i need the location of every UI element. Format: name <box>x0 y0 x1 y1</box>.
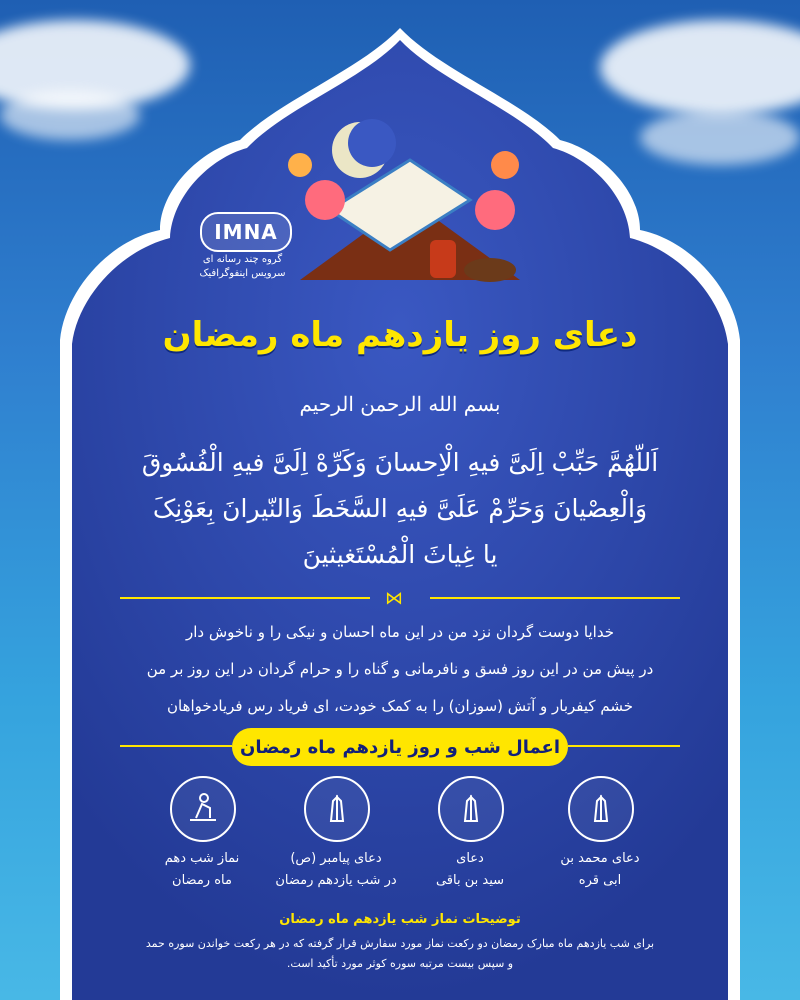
deed-label-1 <box>530 848 670 892</box>
deed-4-line-1: نماز شب دهم <box>164 851 240 866</box>
prayer-line-2: وَالْعِصْیانَ وَحَرِّمْ عَلَیَّ فیهِ السَّخَطَ وَالنّیرانَ بِعَوْنِکَ <box>152 494 648 523</box>
logo-tagline-1: گروه چند رسانه ای <box>202 254 283 265</box>
translation <box>120 614 680 725</box>
deed-3-line-1: دعای پیامبر (ص) <box>290 851 382 866</box>
deed-1-line-2: ابی قره <box>578 873 622 888</box>
praying-hands-icon <box>304 776 370 842</box>
deed-3-line-2: در شب یازدهم رمضان <box>275 873 397 888</box>
deed-4-line-2: ماه رمضان <box>172 873 232 888</box>
basmala: بسم الله الرحمن الرحیم <box>299 392 501 416</box>
translation-line-2: در پیش من در این روز فسق و نافرمانی و گناه را و حرام گردان در این روز بر من <box>146 660 654 678</box>
note-line-2: و سپس بیست مرتبه سوره کوثر مورد تأکید است. <box>286 957 514 970</box>
praying-hands-icon <box>438 776 504 842</box>
note-title: توضیحات نماز شب یازدهم ماه رمضان <box>279 912 521 927</box>
deed-2-line-1: دعای <box>456 851 484 866</box>
deed-label-2 <box>400 848 540 892</box>
page-title: دعای روز یازدهم ماه رمضان <box>162 315 638 355</box>
deed-2-line-2: سید بن باقی <box>435 873 505 888</box>
deed-1-line-1: دعای محمد بن <box>560 851 640 866</box>
person-praying-icon <box>170 776 236 842</box>
note-line-1: برای شب یازدهم ماه مبارک رمضان دو رکعت نماز مورد سفارش قرار گرفته که در هر رکعت خواندن سوره حمد <box>145 937 655 950</box>
deed-label-4 <box>132 848 272 892</box>
praying-hands-icon <box>568 776 634 842</box>
logo-tagline-2: سرویس اینفوگرافیک <box>199 268 286 279</box>
translation-line-1: خدایا دوست گردان نزد من در این ماه احسان و نیکی را و ناخوش دار <box>185 623 614 641</box>
translation-line-3: خشم کیفربار و آتش (سوزان) را به کمک خودت، ای فریاد رس فریادخواهان <box>167 697 633 715</box>
bow-ornament-icon: ⋈ <box>385 588 403 609</box>
prayer-line-3: یا غِیاثَ الْمُسْتَغیثینَ <box>302 540 498 569</box>
prayer-line-1: اَللّهُمَّ حَبِّبْ اِلَیَّ فیهِ الْاِحسانَ وَکَرِّهْ اِلَیَّ فیهِ الْفُسُوقَ <box>141 448 659 477</box>
deed-label-3 <box>266 848 406 892</box>
deeds-heading: اعمال شب و روز یازدهم ماه رمضان <box>232 728 568 766</box>
note-body <box>140 934 660 974</box>
imna-logo: IMNA <box>200 212 292 252</box>
